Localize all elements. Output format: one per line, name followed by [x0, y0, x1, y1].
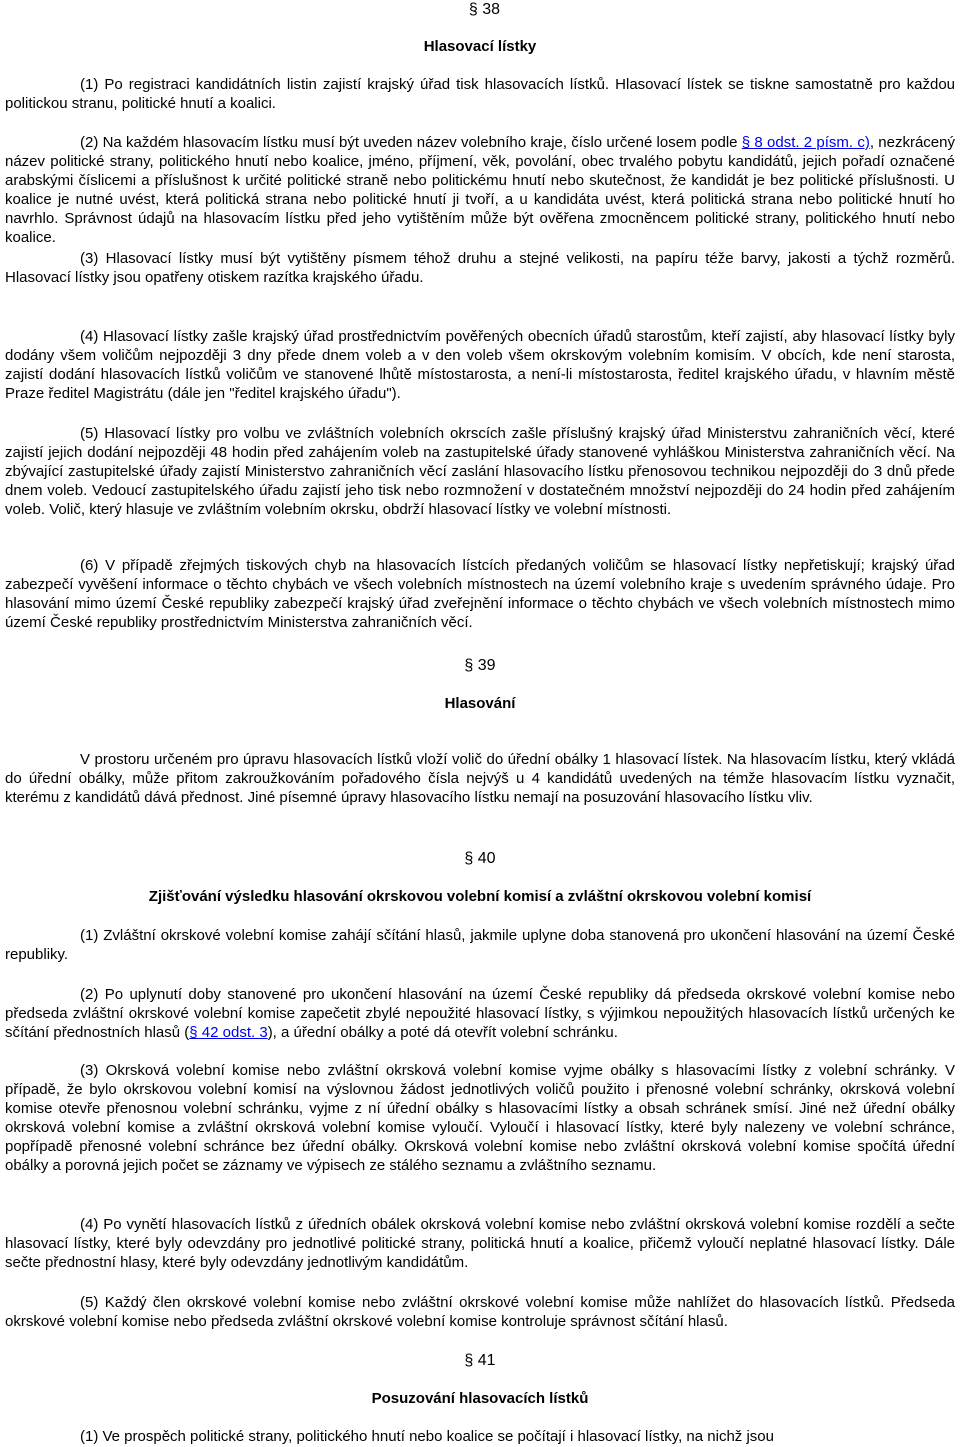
paragraph-text: , nezkrácený název politické strany, politického hnutí nebo koalice, jméno, příjmení, věk, povolání, obec trvalého pobytu kandidátů, jejich pořadí označené arabskými číslicemi a příslušnost k určité politické straně nebo politickému hnutí nebo skutečnost, že kandidát je bez politické příslušnosti. U koalice je nutné uvést, která politická strana nebo politické hnutí ji tvoří, a u kandidáta uvést, která politická strana nebo politické hnutí ho navrhlo. Správnost údajů na hlasovacím lístku před jeho vytištěním může být ověřena zmocněncem politické strany, politického hnutí nebo koalice.: [5, 134, 955, 246]
paragraph: (3) Okrsková volební komise nebo zvláštní okrsková volební komise vyjme obálky s hlasovacími lístky z volební schránky. V případě, že bylo okrskovou volební komisí na výslovnou žádost jednotlivých voličů použito i přenosné volební schránky, okrsková volební komise otevře přenosnou volební schránku, vyjme z ní úřední obálky s hlasovacími lístky a obsah schránek smísí. Jiné než úřední obálky okrsková volební komise a zvláštní okrsková volební komise vyloučí. Vyloučí i hlasovací lístky, které byly nalezeny ve volební schránce, popřípadě přenosné volební schránce bez úřední obálky. Okrsková volební komise nebo zvláštní okrsková volební komise spočítá úřední obálky a porovná jejich počet se záznamy ve výpisech ze stálého seznamu a zvláštního seznamu.: [5, 1062, 955, 1174]
paragraph-text: (2) Po uplynutí doby stanovené pro ukončení hlasování na území České republiky dá předseda okrskové volební komise nebo předseda zvláštní okrskové volební komise zapečetit zbylé nepoužité hlasovací lístky, s výjimkou nepoužitých hlasovacích lístků určených ke sčítání přednostních hlasů (: [5, 986, 955, 1041]
paragraph: (4) Hlasovací lístky zašle krajský úřad prostřednictvím pověřených obecních úřadů starostům, kteří zajistí, aby hlasovací lístky byly dodány všem voličům nejpozději 3 dny přede dnem voleb a v den voleb všem okrskovým volebním komisím. V obcích, kde není starosta, zajistí dodání hlasovacích lístků voličům ve stanovené lhůtě místostarosta, a není-li místostarosta, ředitel krajského úřadu, v hlavním městě Praze ředitel Magistrátu (dále jen "ředitel krajského úřadu").: [5, 328, 955, 402]
paragraph: V prostoru určeném pro úpravu hlasovacích lístků vloží volič do úřední obálky 1 hlasovací lístek. Na hlasovacím lístku, který vkládá do úřední obálky, může přitom zakroužkováním pořadového čísla nejvýš u 4 kandidátů uvedených na témže hlasovacím lístku vyznačit, kterému z kandidátů dává přednost. Jiné písemné úpravy hlasovacího lístku nemají na posuzování hlasovacího lístku vliv.: [5, 751, 955, 806]
paragraph: (5) Hlasovací lístky pro volbu ve zvláštních volebních okrscích zašle příslušný krajský úřad Ministerstvu zahraničních věcí, které zajistí jejich dodání nejpozději 48 hodin před zahájením voleb na zastupitelské úřady stanovené vyhláškou Ministerstva zahraničních věcí. Na zbývající zastupitelské úřady zajistí Ministerstvo zahraničních věcí zaslání hlasovacího lístku přenosovou technikou nejpozději do 3 dnů přede dnem voleb. Vedoucí zastupitelského úřadu zajistí jeho tisk nebo rozmnožení v dostatečném množství nejpozději do 24 hodin před zahájením voleb. Volič, který hlasuje ve zvláštním volebním okrsku, obdrží hlasovací lístky ve volební místnosti.: [5, 425, 955, 518]
law-reference-link[interactable]: § 42 odst. 3: [189, 1024, 268, 1041]
paragraph: (3) Hlasovací lístky musí být vytištěny písmem téhož druhu a stejné velikosti, na papíru téže barvy, jakosti a týchž rozměrů. Hlasovací lístky jsou opatřeny otiskem razítka krajského úřadu.: [5, 250, 955, 286]
paragraph: (1) Ve prospěch politické strany, politického hnutí nebo koalice se počítají i hlasovací lístky, na nichž jsou: [80, 1428, 774, 1445]
paragraph: [5, 133, 955, 247]
paragraph: (5) Každý člen okrskové volební komise nebo zvláštní okrskové volební komise může nahlížet do hlasovacích lístků. Předseda okrskové volební komise nebo předseda zvláštní okrskové volební komise kontroluje správnost sčítání hlasů.: [5, 1294, 955, 1330]
paragraph: (1) Po registraci kandidátních listin zajistí krajský úřad tisk hlasovacích lístků. Hlasovací lístek se tiskne samostatně pro každou politickou stranu, politické hnutí a koalici.: [5, 76, 955, 112]
section-title: Posuzování hlasovacích lístků: [371, 1390, 589, 1407]
section-title: Hlasování: [444, 695, 516, 712]
paragraph: [5, 985, 955, 1042]
section-number: § 38: [468, 1, 500, 18]
section-number: § 41: [464, 1352, 496, 1369]
section-title: Zjišťování výsledku hlasování okrskovou volební komisí a zvláštní okrskovou volební komisí: [148, 888, 812, 905]
section-number: § 40: [464, 850, 496, 867]
paragraph: (6) V případě zřejmých tiskových chyb na hlasovacích lístcích předaných voličům se hlasovací lístky nepřetiskují; krajský úřad zabezpečí vyvěšení informace o těchto chybách ve všech volebních místnostech na území volebního kraje s uvedením správného údaje. Pro hlasování mimo území České republiky zabezpečí krajský úřad zveřejnění informace o těchto chybách ve všech volebních místnostech mimo území České republiky prostřednictvím Ministerstva zahraničních věcí.: [5, 557, 955, 631]
paragraph: (4) Po vynětí hlasovacích lístků z úředních obálek okrsková volební komise nebo zvláštní okrsková volební komise rozdělí a sečte hlasovací lístky, které byly odevzdány pro jednotlivé politické strany, politická hnutí a koalice, přičemž vyloučí neplatné hlasovací lístky. Dále sečte přednostní hlasy, které byly odevzdány jednotlivým kandidátům.: [5, 1216, 955, 1271]
section-title: Hlasovací lístky: [423, 38, 537, 55]
paragraph-text: (2) Na každém hlasovacím lístku musí být uveden název volebního kraje, číslo určené losem podle: [80, 134, 742, 151]
section-number: § 39: [464, 657, 496, 674]
paragraph: (1) Zvláštní okrskové volební komise zahájí sčítání hlasů, jakmile uplyne doba stanovená pro ukončení hlasování na území České republiky.: [5, 927, 955, 963]
law-reference-link[interactable]: § 8 odst. 2 písm. c): [741, 134, 870, 151]
paragraph-text: ), a úřední obálky a poté dá otevřít volební schránku.: [267, 1024, 618, 1041]
